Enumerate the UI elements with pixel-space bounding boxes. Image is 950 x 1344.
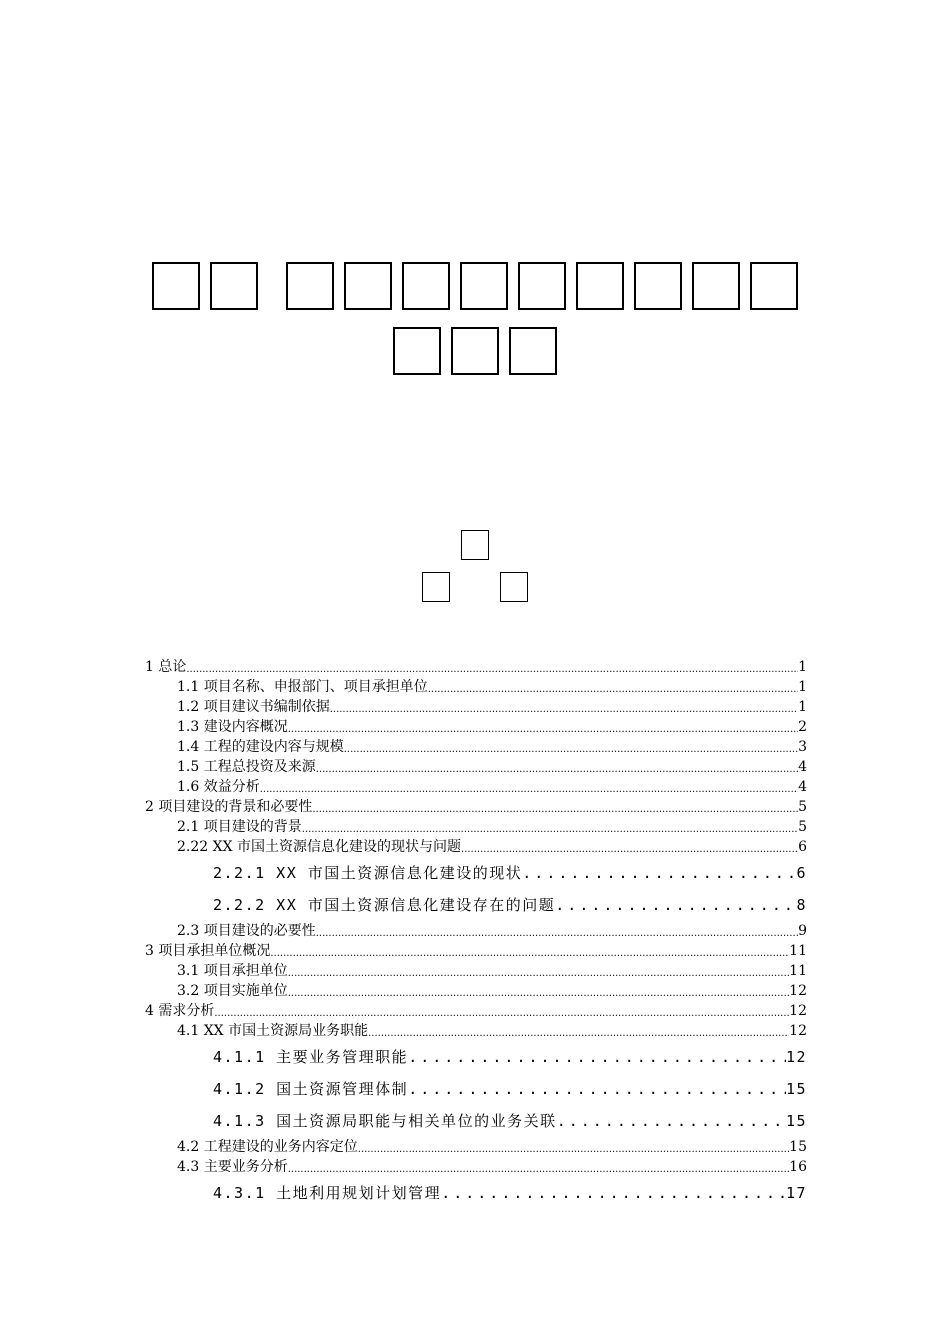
toc-heading-top — [0, 530, 950, 560]
toc-entry[interactable] — [145, 981, 807, 1001]
toc-heading-bottom — [0, 572, 950, 602]
toc-entry[interactable] — [145, 817, 807, 837]
toc-entry-label: 4.1.1 主要业务管理职能 — [213, 1048, 409, 1066]
toc-entry[interactable] — [145, 857, 807, 889]
missing-glyph-box — [152, 262, 200, 310]
toc-entry-page-number: 9 — [798, 923, 807, 939]
toc-entry-page-number: 11 — [789, 943, 807, 959]
toc-entry[interactable] — [145, 657, 807, 677]
missing-glyph-box — [692, 262, 740, 310]
toc-leader-dots — [288, 723, 798, 737]
toc-entry-page-number: 6 — [796, 864, 807, 882]
toc-leader-dots — [461, 843, 798, 857]
toc-leader-dots — [330, 703, 798, 717]
toc-entry-page-number: 17 — [785, 1184, 807, 1202]
toc-entry[interactable] — [145, 717, 807, 737]
missing-glyph-box — [518, 262, 566, 310]
toc-leader-dots — [555, 889, 796, 921]
toc-entry-page-number: 2 — [798, 719, 807, 735]
document-title-line-1 — [0, 262, 950, 310]
toc-leader-dots — [408, 1073, 786, 1105]
title-group-b — [286, 262, 798, 310]
missing-glyph-box — [286, 262, 334, 310]
missing-glyph-box — [402, 262, 450, 310]
toc-entry[interactable] — [145, 961, 807, 981]
missing-glyph-box — [576, 262, 624, 310]
toc-entry-label: 1 总论 — [145, 659, 187, 675]
missing-glyph-box — [634, 262, 682, 310]
toc-leader-dots — [312, 803, 798, 817]
missing-glyph-box — [210, 262, 258, 310]
toc-leader-dots — [408, 1041, 786, 1073]
toc-entry-label: 1.1 项目名称、申报部门、项目承担单位 — [177, 679, 428, 695]
toc-entry[interactable] — [145, 1137, 807, 1157]
toc-leader-dots — [441, 1177, 786, 1209]
missing-glyph-box — [451, 327, 499, 375]
toc-entry-label: 1.2 项目建议书编制依据 — [177, 699, 330, 715]
toc-entry[interactable] — [145, 889, 807, 921]
toc-entry[interactable] — [145, 837, 807, 857]
toc-leader-dots — [428, 683, 798, 697]
toc-entry[interactable] — [145, 921, 807, 941]
toc-entry-label: 4.3.1 土地利用规划计划管理 — [213, 1184, 442, 1202]
toc-entry-page-number: 6 — [798, 839, 807, 855]
toc-leader-dots — [186, 663, 798, 677]
toc-leader-dots — [316, 927, 798, 941]
toc-entry-label: 4 需求分析 — [145, 1003, 215, 1019]
toc-entry[interactable] — [145, 1021, 807, 1041]
toc-entry-page-number: 8 — [796, 896, 807, 914]
toc-entry-page-number: 12 — [789, 1023, 807, 1039]
toc-entry-label: 2.2.1 XX 市国土资源信息化建设的现状 — [213, 864, 523, 882]
toc-entry-label: 2 项目建设的背景和必要性 — [145, 799, 313, 815]
toc-entry-page-number: 15 — [785, 1080, 807, 1098]
toc-leader-dots — [368, 1027, 789, 1041]
missing-glyph-box — [461, 530, 489, 560]
toc-entry[interactable] — [145, 1001, 807, 1021]
toc-entry[interactable] — [145, 1105, 807, 1137]
toc-entry[interactable] — [145, 1041, 807, 1073]
toc-entry-label: 3.2 项目实施单位 — [177, 983, 288, 999]
toc-leader-dots — [288, 967, 789, 981]
table-of-contents — [145, 657, 807, 1209]
toc-entry-page-number: 3 — [798, 739, 807, 755]
toc-entry-label: 4.2 工程建设的业务内容定位 — [177, 1139, 358, 1155]
toc-entry-page-number: 15 — [789, 1139, 807, 1155]
missing-glyph-box — [509, 327, 557, 375]
toc-entry[interactable] — [145, 737, 807, 757]
toc-entry-label: 4.1.2 国土资源管理体制 — [213, 1080, 409, 1098]
toc-leader-dots — [316, 763, 798, 777]
toc-entry-label: 1.5 工程总投资及来源 — [177, 759, 316, 775]
toc-leader-dots — [214, 1007, 789, 1021]
toc-entry-label: 2.22 XX 市国土资源信息化建设的现状与问题 — [177, 839, 462, 855]
missing-glyph-box — [393, 327, 441, 375]
toc-entry-page-number: 11 — [789, 963, 807, 979]
toc-entry-page-number: 16 — [789, 1159, 807, 1175]
toc-leader-dots — [557, 1105, 786, 1137]
toc-entry-label: 2.2.2 XX 市国土资源信息化建设存在的问题 — [213, 896, 556, 914]
toc-entry[interactable] — [145, 757, 807, 777]
toc-entry-label: 4.3 主要业务分析 — [177, 1159, 288, 1175]
toc-entry-label: 3 项目承担单位概况 — [145, 943, 271, 959]
toc-leader-dots — [288, 987, 789, 1001]
missing-glyph-box — [422, 572, 450, 602]
toc-leader-dots — [260, 783, 798, 797]
toc-entry-page-number: 5 — [798, 799, 807, 815]
toc-entry-label: 4.1.3 国土资源局职能与相关单位的业务关联 — [213, 1112, 557, 1130]
toc-entry-label: 1.6 效益分析 — [177, 779, 260, 795]
toc-entry-label: 2.1 项目建设的背景 — [177, 819, 302, 835]
toc-entry-page-number: 15 — [785, 1112, 807, 1130]
toc-entry[interactable] — [145, 697, 807, 717]
toc-entry[interactable] — [145, 1157, 807, 1177]
toc-entry-label: 1.4 工程的建设内容与规模 — [177, 739, 344, 755]
toc-entry-page-number: 4 — [798, 759, 807, 775]
toc-entry-page-number: 12 — [789, 983, 807, 999]
toc-entry-page-number: 12 — [789, 1003, 807, 1019]
document-title-line-2 — [0, 327, 950, 375]
toc-leader-dots — [344, 743, 798, 757]
toc-entry-page-number: 4 — [798, 779, 807, 795]
missing-glyph-box — [500, 572, 528, 602]
missing-glyph-box — [344, 262, 392, 310]
toc-entry[interactable] — [145, 1177, 807, 1209]
toc-entry[interactable] — [145, 1073, 807, 1105]
toc-entry-page-number: 5 — [798, 819, 807, 835]
toc-entry-page-number: 1 — [798, 699, 807, 715]
toc-entry-label: 3.1 项目承担单位 — [177, 963, 288, 979]
toc-entry[interactable] — [145, 797, 807, 817]
toc-entry-page-number: 1 — [798, 679, 807, 695]
toc-entry-page-number: 1 — [798, 659, 807, 675]
missing-glyph-box — [750, 262, 798, 310]
toc-entry-label: 2.3 项目建设的必要性 — [177, 923, 316, 939]
toc-entry[interactable] — [145, 677, 807, 697]
title-group-a — [152, 262, 258, 310]
toc-leader-dots — [288, 1163, 789, 1177]
toc-entry-label: 4.1 XX 市国土资源局业务职能 — [177, 1023, 369, 1039]
toc-leader-dots — [302, 823, 798, 837]
toc-entry-label: 1.3 建设内容概况 — [177, 719, 288, 735]
missing-glyph-box — [460, 262, 508, 310]
toc-leader-dots — [358, 1143, 789, 1157]
toc-leader-dots — [522, 857, 796, 889]
toc-entry-page-number: 12 — [785, 1048, 807, 1066]
toc-entry[interactable] — [145, 777, 807, 797]
toc-entry[interactable] — [145, 941, 807, 961]
toc-leader-dots — [270, 947, 789, 961]
